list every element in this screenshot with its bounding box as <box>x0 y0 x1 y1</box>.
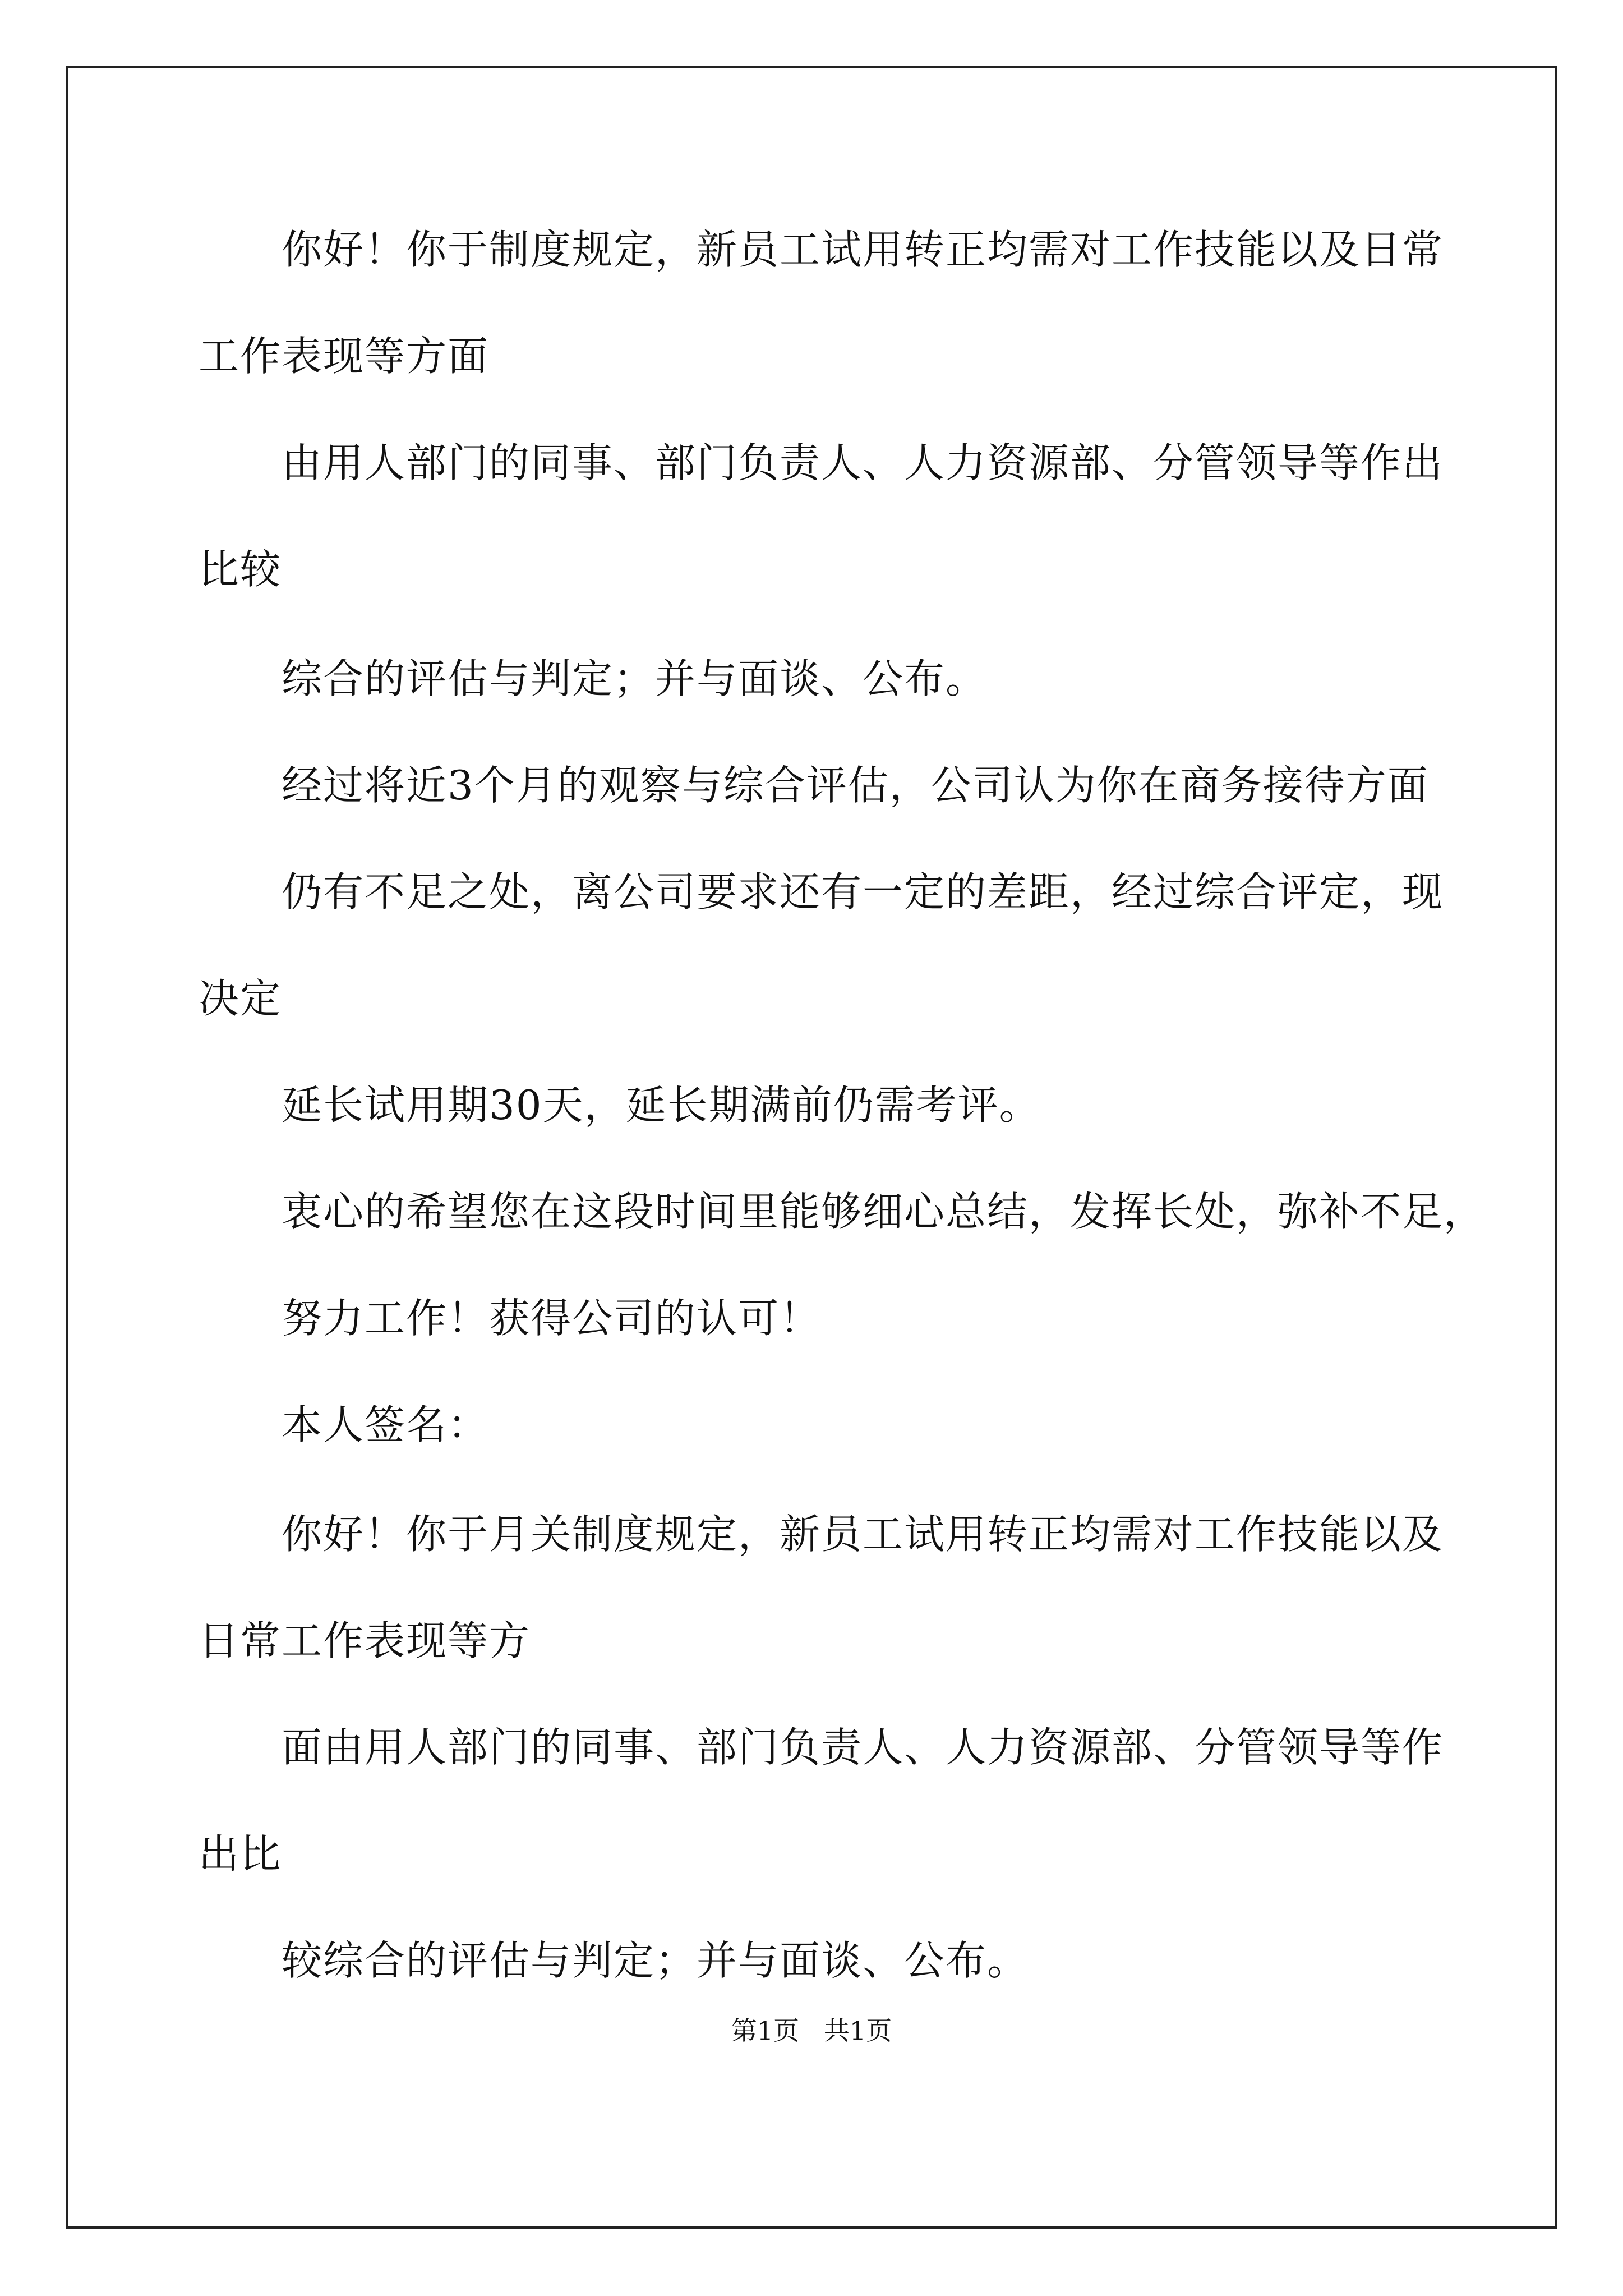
paragraph-line: 面由用人部门的同事、部门负责人、人力资源部、分管领导等作 <box>282 1724 1444 1771</box>
paragraph-line: 努力工作！获得公司的认可！ <box>282 1295 822 1342</box>
paragraph-line: 你好！你于月关制度规定，新员工试用转正均需对工作技能以及 <box>282 1511 1444 1558</box>
paragraph-line: 经过将近3个月的观察与综合评估，公司认为你在商务接待方面 <box>282 762 1429 809</box>
signature-label: 本人签名： <box>282 1401 490 1448</box>
paragraph-line: 衷心的希望您在这段时间里能够细心总结，发挥长处，弥补不足， <box>282 1188 1486 1235</box>
paragraph-line: 决定 <box>199 975 282 1022</box>
paragraph-line: 出比 <box>199 1830 282 1878</box>
paragraph-line: 工作表现等方面 <box>199 333 490 380</box>
paragraph-line: 由用人部门的同事、部门负责人、人力资源部、分管领导等作出 <box>282 439 1444 486</box>
paragraph-line: 综合的评估与判定；并与面谈、公布。 <box>282 655 988 702</box>
page-frame <box>66 66 1557 2229</box>
paragraph-line: 日常工作表现等方 <box>199 1617 531 1664</box>
paragraph-line: 仍有不足之处，离公司要求还有一定的差距，经过综合评定，现 <box>282 868 1444 915</box>
page-number-footer: 第1页 共1页 <box>731 2016 892 2046</box>
paragraph-line: 比较 <box>199 546 282 593</box>
paragraph-line: 你好！你于制度规定，新员工试用转正均需对工作技能以及日常 <box>282 226 1444 273</box>
paragraph-line: 较综合的评估与判定；并与面谈、公布。 <box>282 1937 1029 1984</box>
paragraph-line: 延长试用期30天，延长期满前仍需考评。 <box>282 1082 1041 1129</box>
